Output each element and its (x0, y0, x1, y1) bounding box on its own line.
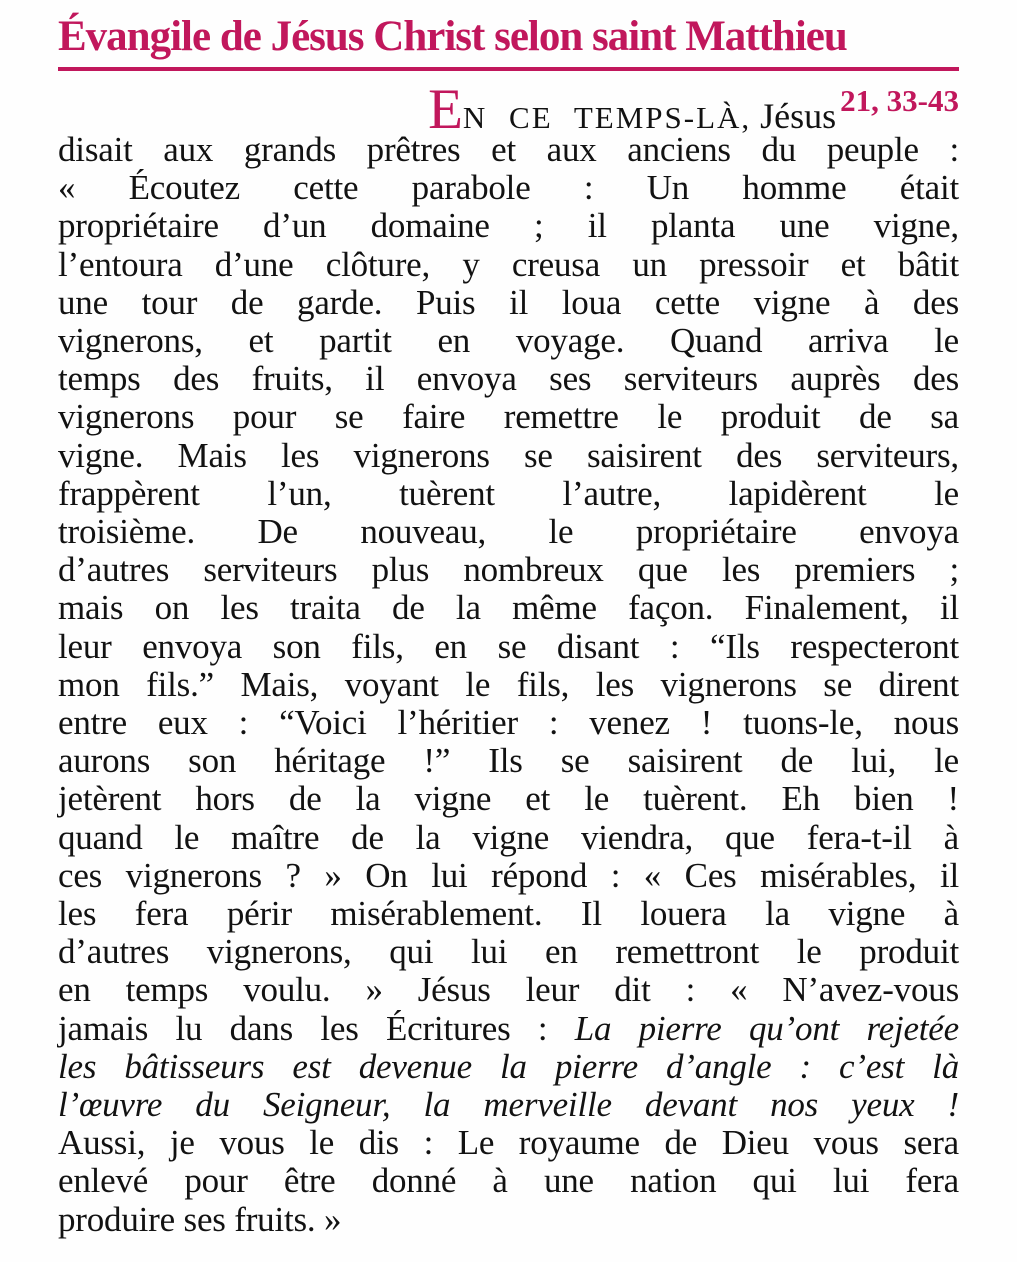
text-segment: jetèrent hors de la vigne et le tuèrent. Eh bien ! (58, 779, 959, 819)
text-line (58, 1162, 959, 1200)
verse-reference: 21, 33-43 (840, 83, 959, 118)
gospel-text (58, 131, 959, 1239)
text-line (58, 933, 959, 971)
text-line (58, 246, 959, 284)
text-line (58, 475, 959, 513)
incipit-line (58, 75, 959, 141)
text-line (58, 284, 959, 322)
text-segment: « Écoutez cette parabole : Un homme était (58, 168, 959, 208)
text-line (58, 1124, 959, 1162)
text-line (58, 207, 959, 245)
text-line (58, 704, 959, 742)
text-line (58, 169, 959, 207)
text-segment: d’autres vignerons, qui lui en remettront le produit (58, 932, 959, 972)
text-segment: quand le maître de la vigne viendra, que fera-t-il à (58, 817, 959, 857)
text-line (58, 437, 959, 475)
drop-cap-initial: E (428, 78, 463, 141)
page-title: Évangile de Jésus Christ selon saint Matthieu (58, 13, 847, 60)
text-line (58, 1201, 959, 1239)
text-segment: vigne. Mais les vignerons se saisirent des serviteurs, (58, 435, 959, 475)
incipit-rest: Jésus (751, 96, 837, 136)
title-rule (58, 67, 959, 71)
text-segment: mais on les traita de la même façon. Finalement, il (58, 588, 959, 628)
text-segment: l’entoura d’une clôture, y creusa un pressoir et bâtit (58, 244, 959, 284)
text-segment: propriétaire d’un domaine ; il planta une vigne, (58, 206, 959, 246)
text-line (58, 971, 959, 1009)
text-line (58, 1086, 959, 1124)
text-segment: mon fils.” Mais, voyant le fils, les vignerons se dirent (58, 664, 959, 704)
text-line (58, 589, 959, 627)
text-segment: en temps voulu. » Jésus leur dit : « N’avez-vous (58, 970, 959, 1010)
text-segment: temps des fruits, il envoya ses serviteurs auprès des (58, 359, 959, 399)
text-line (58, 1048, 959, 1086)
text-line (58, 1010, 959, 1048)
text-segment: troisième. De nouveau, le propriétaire envoya (58, 512, 959, 552)
text-line (58, 742, 959, 780)
text-segment: ces vignerons ? » On lui répond : « Ces misérables, il (58, 855, 959, 895)
text-segment: produire ses fruits. » (58, 1199, 342, 1239)
scripture-quote-segment: les bâtisseurs est devenue la pierre d’angle : c’est là (58, 1046, 959, 1086)
text-segment: Aussi, je vous le dis : Le royaume de Dieu vous sera (58, 1123, 959, 1163)
text-line (58, 895, 959, 933)
text-segment: vignerons pour se faire remettre le produit de sa (58, 397, 959, 437)
text-line (58, 513, 959, 551)
text-segment: disait aux grands prêtres et aux anciens du peuple : (58, 130, 959, 169)
text-line (58, 857, 959, 895)
scripture-quote-segment: l’œuvre du Seigneur, la merveille devant nos yeux ! (58, 1085, 959, 1125)
text-segment: enlevé pour être donné à une nation qui lui fera (58, 1161, 959, 1201)
text-line (58, 628, 959, 666)
text-segment: les fera périr misérablement. Il louera la vigne à (58, 894, 959, 934)
text-line (58, 398, 959, 436)
text-segment: entre eux : “Voici l’héritier : venez ! tuons-le, nous (58, 703, 959, 743)
text-segment: frappèrent l’un, tuèrent l’autre, lapidèrent le (58, 473, 959, 513)
text-segment: d’autres serviteurs plus nombreux que les premiers ; (58, 550, 959, 590)
text-line (58, 131, 959, 169)
text-line (58, 551, 959, 589)
text-segment: leur envoya son fils, en se disant : “Ils respecteront (58, 626, 959, 666)
scripture-quote-segment: La pierre qu’ont rejetée (574, 1008, 959, 1048)
text-line (58, 780, 959, 818)
text-segment: jamais lu dans les Écritures : (58, 1008, 575, 1048)
text-line (58, 360, 959, 398)
text-line (58, 819, 959, 857)
text-line (58, 666, 959, 704)
text-segment: vignerons, et partit en voyage. Quand arriva le (58, 321, 959, 361)
text-segment: une tour de garde. Puis il loua cette vigne à des (58, 282, 959, 322)
incipit-smallcaps: N CE TEMPS-LÀ, (462, 100, 752, 135)
text-segment: aurons son héritage !” Ils se saisirent de lui, le (58, 741, 959, 781)
text-line (58, 322, 959, 360)
